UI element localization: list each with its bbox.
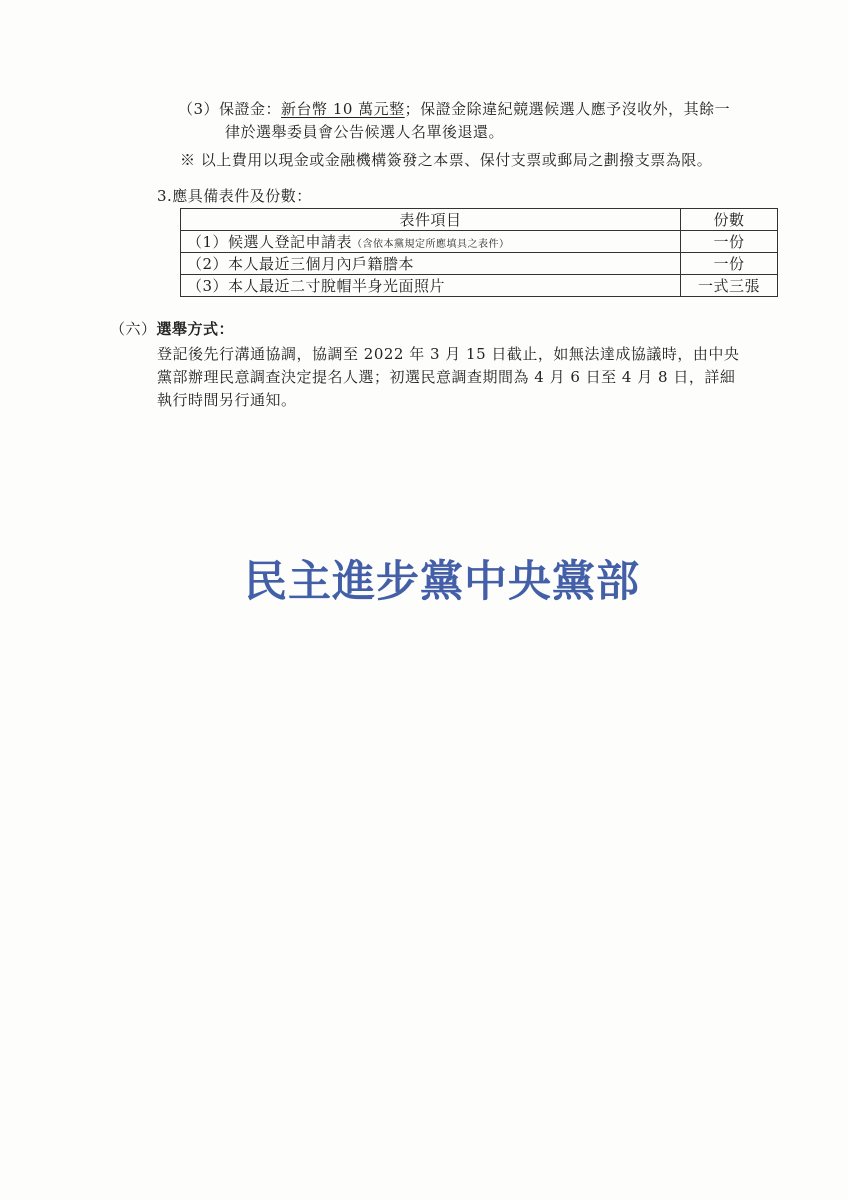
- section-6-title: 選舉方式：: [156, 320, 235, 338]
- table-cell-item: （2）本人最近三個月內戶籍謄本: [181, 253, 681, 275]
- deposit-rest: ；保證金除違紀競選候選人應予沒收外，其餘一: [404, 100, 731, 118]
- deposit-line-2: 律於選舉委員會公告候選人名單後退還。: [225, 123, 505, 141]
- table-header-item: 表件項目: [181, 209, 681, 231]
- table-header-qty: 份數: [681, 209, 778, 231]
- section-6-paragraph-line-2: 黨部辦理民意調查決定提名人選；初選民意調查期間為 4 月 6 日至 4 月 8 日，詳細: [157, 368, 736, 386]
- section-6-heading: [110, 318, 234, 340]
- deposit-amount: 新台幣 10 萬元整: [281, 100, 405, 118]
- section-6-number: （六）: [110, 320, 157, 338]
- section-6-paragraph-line-3: 執行時間另行通知。: [157, 391, 297, 409]
- required-documents-table: [180, 208, 778, 297]
- table-row: [181, 231, 778, 253]
- table-cell-note: （含依本黨規定所應填具之表件）: [352, 239, 510, 250]
- deposit-line-1: [178, 98, 730, 120]
- payment-note: ※ 以上費用以現金或金融機構簽發之本票、保付支票或郵局之劃撥支票為限。: [180, 151, 713, 169]
- table-row: [181, 275, 778, 297]
- docs-heading: 3.應具備表件及份數：: [157, 187, 312, 205]
- deposit-prefix: （3）保證金：: [178, 100, 282, 118]
- section-6-paragraph-line-1: 登記後先行溝通協調，協調至 2022 年 3 月 15 日截止，如無法達成協議時，由中央: [157, 345, 740, 363]
- table-cell-item: （3）本人最近二寸脫帽半身光面照片: [181, 275, 681, 297]
- table-cell-qty: 一式三張: [681, 275, 778, 297]
- table-row: [181, 253, 778, 275]
- table-cell-qty: 一份: [681, 253, 778, 275]
- party-headquarters-stamp: 民主進步黨中央黨部: [244, 557, 640, 607]
- table-cell-qty: 一份: [681, 231, 778, 253]
- table-cell-item: （1）候選人登記申請表（含依本黨規定所應填具之表件）: [181, 231, 681, 253]
- table-header-row: [181, 209, 778, 231]
